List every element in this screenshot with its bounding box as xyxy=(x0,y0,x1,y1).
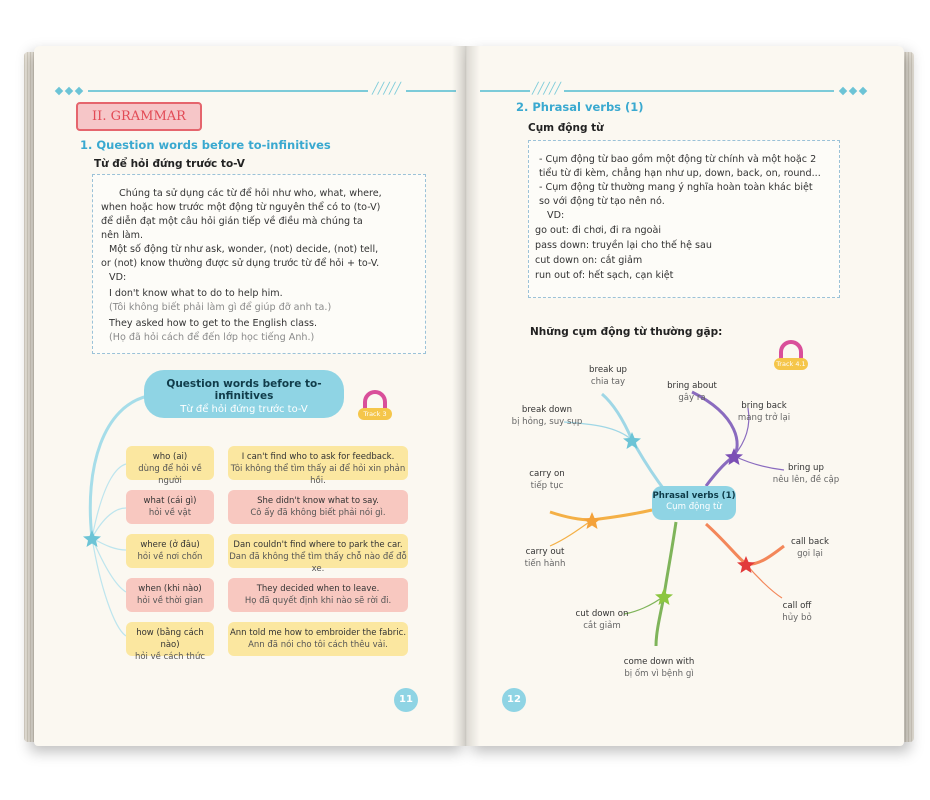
phrasal-verb-node xyxy=(772,536,848,560)
intro-line: - Cụm động từ bao gồm một động từ chính và một hoặc 2 xyxy=(539,154,817,165)
example-sentence: They asked how to get to the English class. xyxy=(109,318,318,329)
example-box xyxy=(228,578,408,612)
phrasal-verb-node xyxy=(766,462,846,486)
question-word: what (cái gì) xyxy=(143,496,197,506)
phrasal-verb-meaning: gây ra xyxy=(678,393,706,403)
section-tag: II. GRAMMAR xyxy=(76,102,202,131)
phrasal-verb-meaning: gọi lại xyxy=(797,549,823,559)
intro-line: - Cụm động từ thường mang ý nghĩa hoàn toàn khác biệt xyxy=(539,182,813,193)
intro-line: tiểu từ đi kèm, chẳng hạn như up, down, back, on, round... xyxy=(539,168,821,179)
example-box xyxy=(228,446,408,486)
intro-line: when hoặc how trước một động từ nguyên thể có to (to-V) xyxy=(101,202,381,213)
example-translation: Ann đã nói cho tôi cách thêu vải. xyxy=(248,640,388,650)
track-label: Track 3 xyxy=(358,408,392,420)
phrasal-verb-meaning: tiến hành xyxy=(524,559,566,569)
example-sentence: Ann told me how to embroider the fabric. xyxy=(229,628,407,638)
example-translation: (Tôi không biết phải làm gì để giúp đỡ anh ta.) xyxy=(109,302,332,313)
intro-line: or (not) know thường được sử dụng trước từ để hỏi + to-V. xyxy=(101,258,380,269)
phrasal-verb: break down xyxy=(521,405,573,415)
phrasal-verb-node xyxy=(562,608,642,632)
question-word-box xyxy=(126,446,214,486)
example-translation: Cô ấy đã không biết phải nói gì. xyxy=(250,508,386,518)
question-word-meaning: dùng để hỏi về người xyxy=(138,464,202,486)
phrasal-verb-meaning: hủy bỏ xyxy=(782,613,812,623)
audio-track-badge[interactable] xyxy=(358,390,392,424)
example-box xyxy=(228,622,408,656)
example-line: run out of: hết sạch, cạn kiệt xyxy=(535,270,674,281)
phrasal-verb-node xyxy=(762,600,832,624)
phrasal-verb: carry out xyxy=(525,547,565,557)
question-word: when (khi nào) xyxy=(138,584,202,594)
phrasal-verb-node xyxy=(512,468,582,492)
question-word-box xyxy=(126,622,214,662)
mindmap-center-title: Phrasal verbs (1) xyxy=(652,491,736,501)
section-subheading: Cụm động từ xyxy=(528,122,604,134)
section-heading: 2. Phrasal verbs (1) xyxy=(516,100,644,114)
question-word-meaning: hỏi về cách thức xyxy=(134,652,206,662)
phrasal-verb-node xyxy=(510,546,580,570)
question-word: how (bằng cách nào) xyxy=(136,628,204,650)
phrasal-verb-meaning: tiếp tục xyxy=(530,481,564,491)
track-label: Track 4.1 xyxy=(774,358,808,370)
star-icon xyxy=(83,530,101,547)
page-number: 12 xyxy=(502,688,526,712)
question-word-box xyxy=(126,490,214,524)
example-sentence: They decided when to leave. xyxy=(256,584,380,594)
phrasal-verb: break up xyxy=(589,365,627,375)
example-sentence: I don't know what to do to help him. xyxy=(109,288,283,299)
example-translation: Dan đã không thể tìm thấy chỗ nào để đỗ xe. xyxy=(229,552,407,574)
intro-line: VD: xyxy=(109,272,127,283)
diagram-title-pill xyxy=(144,370,344,418)
intro-line: Một số động từ như ask, wonder, (not) decide, (not) tell, xyxy=(109,244,379,255)
phrasal-verb-meaning: nêu lên, đề cập xyxy=(772,475,840,485)
example-translation: Họ đã quyết định khi nào sẽ rời đi. xyxy=(244,596,392,606)
phrasal-verb-meaning: bị hỏng, suy sụp xyxy=(511,417,583,427)
intro-line: so với động từ tạo nên nó. xyxy=(539,196,665,207)
section-subheading: Từ để hỏi đứng trước to-V xyxy=(94,158,245,170)
phrasal-verb-meaning: bị ốm vì bệnh gì xyxy=(624,669,694,679)
mindmap-center xyxy=(652,486,736,520)
example-box xyxy=(228,490,408,524)
intro-line: nên làm. xyxy=(101,230,144,241)
example-translation: Tôi không thể tìm thấy ai để hỏi xin phản hồi. xyxy=(230,464,406,486)
question-word-box xyxy=(126,578,214,612)
section-heading: 1. Question words before to-infinitives xyxy=(80,138,331,152)
phrasal-verb: bring about xyxy=(667,381,717,391)
phrasal-verb: come down with xyxy=(623,657,695,667)
phrasal-verb: call off xyxy=(782,601,812,611)
common-phrasal-verbs-heading: Những cụm động từ thường gặp: xyxy=(530,326,723,338)
example-box xyxy=(228,534,408,574)
example-line: cut down on: cắt giảm xyxy=(535,255,643,266)
example-sentence: Dan couldn't find where to park the car. xyxy=(233,540,403,550)
diagram-subtitle: Từ để hỏi đứng trước to-V xyxy=(180,404,308,415)
phrasal-verb-node xyxy=(502,404,592,428)
phrasal-verb: bring up xyxy=(788,463,824,473)
example-sentence: I can't find who to ask for feedback. xyxy=(241,452,395,462)
right-page xyxy=(466,46,904,746)
example-sentence: She didn't know what to say. xyxy=(257,496,379,506)
question-word-meaning: hỏi về vật xyxy=(148,508,192,518)
example-line: go out: đi chơi, đi ra ngoài xyxy=(535,225,662,236)
phrasal-verb-node xyxy=(614,656,704,680)
phrasal-verb-meaning: cắt giảm xyxy=(583,621,621,631)
star-icon xyxy=(583,512,601,529)
intro-line: để diễn đạt một câu hỏi gián tiếp về điều mà chúng ta xyxy=(101,216,363,227)
phrasal-verb: call back xyxy=(791,537,829,547)
question-word: where (ở đâu) xyxy=(140,540,200,550)
example-line: pass down: truyền lại cho thế hệ sau xyxy=(535,240,712,251)
left-page xyxy=(34,46,466,746)
question-word-meaning: hỏi về thời gian xyxy=(137,596,203,606)
example-translation: (Họ đã hỏi cách để đến lớp học tiếng Anh.) xyxy=(109,332,315,343)
question-word-meaning: hỏi về nơi chốn xyxy=(137,552,203,562)
mindmap-center-subtitle: Cụm động từ xyxy=(666,502,722,512)
intro-line: VD: xyxy=(547,210,565,221)
phrasal-verb-node xyxy=(578,364,638,388)
phrasal-verb: carry on xyxy=(529,469,565,479)
question-word: who (ai) xyxy=(152,452,188,462)
phrasal-verb: bring back xyxy=(741,401,787,411)
phrasal-verb-node xyxy=(656,380,728,404)
stripes-icon: ╱╱╱╱╱ xyxy=(372,82,401,95)
phrasal-verb-meaning: chia tay xyxy=(590,377,626,387)
intro-line: Chúng ta sử dụng các từ để hỏi như who, what, where, xyxy=(119,188,382,199)
phrasal-verb-meaning: mang trở lại xyxy=(737,413,791,423)
stripes-icon: ╱╱╱╱╱ xyxy=(532,82,561,95)
diagram-title: Question words before to-infinitives xyxy=(166,378,322,402)
phrasal-verb: cut down on xyxy=(575,609,629,619)
question-word-box xyxy=(126,534,214,568)
phrasal-verb-node xyxy=(728,400,800,424)
page-number: 11 xyxy=(394,688,418,712)
star-icon xyxy=(623,432,641,449)
